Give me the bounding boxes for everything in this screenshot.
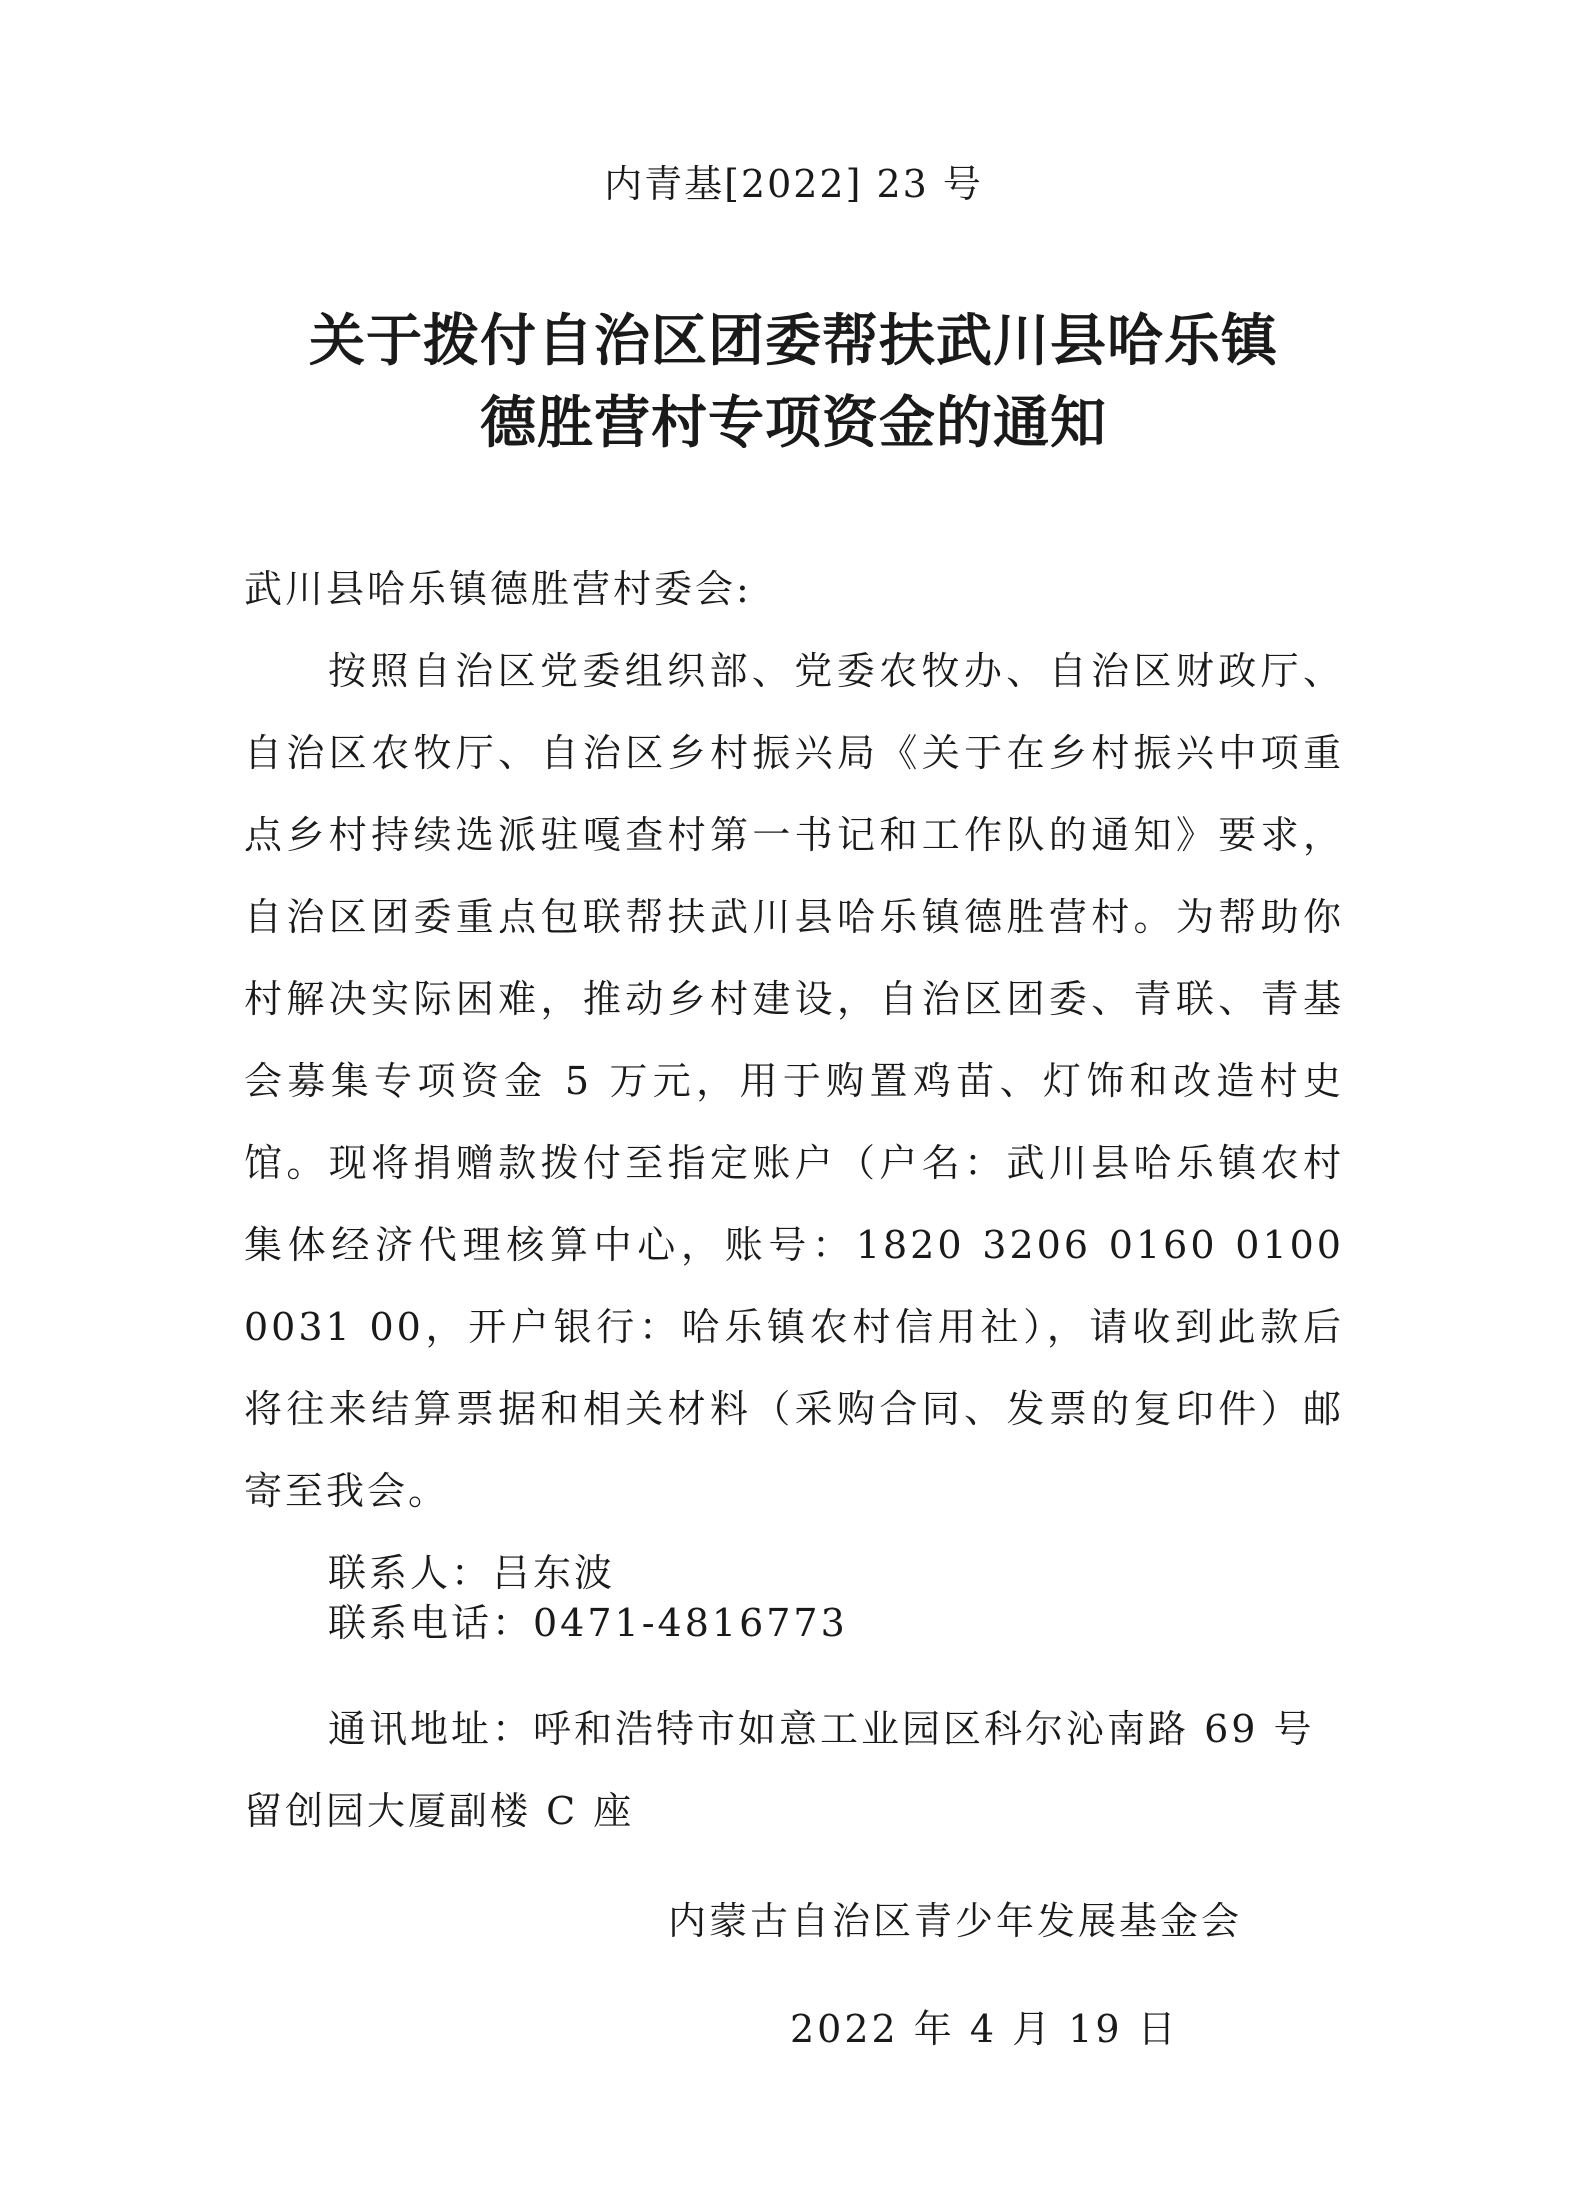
contact-person: 联系人：吕东波	[328, 1551, 616, 1595]
title-line-1: 关于拨付自治区团委帮扶武川县哈乐镇	[309, 308, 1278, 374]
salutation: 武川县哈乐镇德胜营村委会:	[244, 567, 752, 611]
document-body	[244, 548, 1344, 1852]
contact-phone: 联系电话：0471-4816773	[328, 1601, 848, 1645]
document-number: 内青基[2022] 23 号	[604, 162, 983, 206]
signature-date: 2022 年 4 月 19 日	[790, 2007, 1179, 2051]
document-title	[0, 300, 1587, 464]
mailing-address: 通讯地址：呼和浩特市如意工业园区科尔沁南路 69 号留创园大厦副楼 C 座	[244, 1707, 1315, 1833]
main-paragraph: 按照自治区党委组织部、党委农牧办、自治区财政厅、自治区农牧厅、自治区乡村振兴局《关于在乡村振兴中项重点乡村持续选派驻嘎查村第一书记和工作队的通知》要求，自治区团委重点包联帮扶武川县哈乐镇德胜营村。为帮助你村解决实际困难，推动乡村建设，自治区团委、青联、青基会募集专项资金 5 万元，用于购置鸡苗、灯饰和改造村史馆。现将捐赠款拨付至指定账户（户名：武川县哈乐镇农村集体经济代理核算中心，账号：1820 3206 0160 0100 0031 00，开户银行：哈乐镇农村信用社），请收到此款后将往来结算票据和相关材料（采购合同、发票的复印件）邮寄至我会。	[244, 649, 1344, 1513]
title-line-2: 德胜营村专项资金的通知	[480, 390, 1107, 456]
signature-organization: 内蒙古自治区青少年发展基金会	[668, 1899, 1243, 1943]
